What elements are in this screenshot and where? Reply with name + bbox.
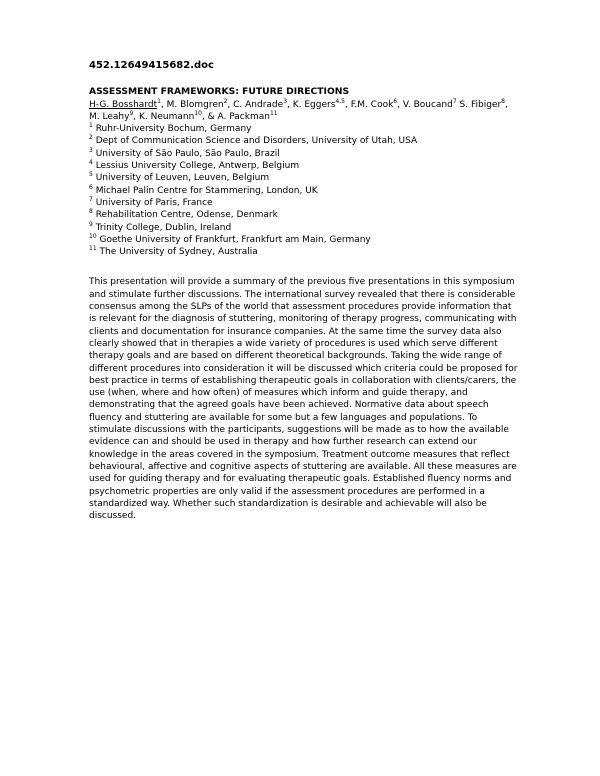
author-3 <box>233 97 293 110</box>
affiliation-item <box>89 135 519 147</box>
author-4 <box>292 97 351 110</box>
affiliation-text: Goethe University of Frankfurt, Frankfurt am Main, Germany <box>96 234 371 245</box>
affiliation-text: Lessius University College, Antwerp, Belgium <box>92 161 300 172</box>
affiliation-item <box>89 246 519 258</box>
affiliation-number: 10 <box>89 232 97 240</box>
author-separator: , <box>227 99 234 110</box>
author-separator: , & <box>201 111 218 122</box>
affiliation-number: 8 <box>89 208 93 216</box>
author-1 <box>89 97 167 110</box>
affiliation-number: 4 <box>89 159 93 167</box>
author-5 <box>350 97 403 110</box>
author-name: S. Fibiger <box>459 99 502 110</box>
author-separator: , <box>287 99 293 110</box>
affiliation-number: 9 <box>89 220 93 228</box>
affiliation-item <box>89 160 519 172</box>
affiliation-text: Dept of Communication Science and Disorders, University of Utah, USA <box>92 136 418 147</box>
affiliation-number: 7 <box>89 195 93 203</box>
author-6 <box>402 97 457 110</box>
author-affiliation-number: 3 <box>283 97 288 105</box>
author-name: C. Andrade <box>233 99 284 110</box>
abstract-paragraph: This presentation will provide a summary of the previous five presentations in this symposium and stimulate further discussions. The international survey revealed that there is considerable consensus among the SLPs of the world that assessment procedures provide information that is relevant for the diagnosis of stuttering, monitoring of therapy progress, communicating with clients and documentation for insurance companies. At the same time the survey data also clearly showed that in therapies a wide variety of procedures is used which serve different therapy goals and are based on different theoretical backgrounds. Taking the wide range of different procedures into consideration it will be discussed which criteria could be proposed for best practice in terms of establishing therapeutic goals in collaboration with clients/carers, the use (when, where and how often) of measures which inform and guide therapy, and demonstrating that the agreed goals have been achieved. Normative data about speech fluency and stuttering are available for some but a few languages and populations. To stimulate discussions with the participants, suggestions will be made as to how the available evidence can and should be used in therapy and how further research can extend our knowledge in the areas covered in the symposium. Treatment outcome measures that reflect behavioural, affective and cognitive aspects of stuttering are available. All these measures are used for guiding therapy and for evaluating therapeutic goals. Established fluency norms and psychometric properties are only valid if the assessment procedures are performed in a standardized way. Whether such standardization is desirable and achievable will also be discussed. <box>89 277 518 522</box>
author-separator: , <box>160 99 167 110</box>
affiliation-text: Ruhr-University Bochum, Germany <box>92 124 252 135</box>
affiliation-item <box>89 209 519 221</box>
author-affiliation-number: 1 <box>157 97 161 105</box>
author-name: V. Boucand <box>402 99 453 110</box>
author-name: K. Neumann <box>139 111 195 122</box>
author-name: H-G. Bosshardt <box>89 99 158 110</box>
author-2 <box>166 97 234 110</box>
document-title: ASSESSMENT FRAMEWORKS: FUTURE DIRECTIONS <box>89 86 350 98</box>
author-affiliation-number: 8 <box>501 97 505 105</box>
document-page <box>89 60 519 522</box>
affiliation-number: 11 <box>89 245 97 253</box>
author-affiliation-number: 9 <box>129 109 134 117</box>
author-separator: , <box>397 99 403 110</box>
author-name: M. Leahy <box>89 111 130 122</box>
document-filename: 452.12649415682.doc <box>89 60 214 71</box>
author-affiliation-number: 11 <box>269 109 278 117</box>
author-affiliation-number: 10 <box>194 109 202 117</box>
affiliation-text: The University of Sydney, Australia <box>96 247 258 258</box>
affiliation-number: 3 <box>89 146 93 154</box>
affiliation-text: Trinity College, Dublin, Ireland <box>92 222 232 233</box>
affiliation-list <box>89 123 519 258</box>
author-7 <box>459 97 508 110</box>
affiliation-number: 5 <box>89 171 93 179</box>
author-affiliation-number: 7 <box>452 97 457 105</box>
affiliation-item <box>89 222 519 234</box>
affiliation-item <box>89 172 519 184</box>
author-separator: , <box>344 99 351 110</box>
affiliation-number: 6 <box>89 183 93 191</box>
affiliation-item <box>89 148 519 160</box>
author-affiliation-number: 6 <box>393 97 398 105</box>
affiliation-number: 1 <box>89 122 93 130</box>
author-name: K. Eggers <box>292 99 336 110</box>
author-8 <box>89 109 139 122</box>
affiliation-text: Rehabilitation Centre, Odense, Denmark <box>92 210 278 221</box>
affiliation-item <box>89 234 519 246</box>
author-9 <box>139 109 218 122</box>
affiliation-item <box>89 185 519 197</box>
author-name: F.M. Cook <box>350 99 394 110</box>
author-affiliation-number: 4,5 <box>335 97 345 105</box>
affiliation-text: University of Leuven, Leuven, Belgium <box>92 173 270 184</box>
affiliation-number: 2 <box>89 134 93 142</box>
affiliation-text: University of Paris, France <box>92 197 213 208</box>
affiliation-text: University of São Paulo, São Paulo, Brazil <box>92 148 280 159</box>
author-separator: , <box>505 99 508 110</box>
author-affiliation-number: 2 <box>223 97 228 105</box>
author-name: M. Blomgren <box>166 99 224 110</box>
affiliation-text: Michael Palin Centre for Stammering, London, UK <box>92 185 318 196</box>
author-separator: , <box>133 111 139 122</box>
author-list <box>89 99 519 124</box>
affiliation-item <box>89 123 519 135</box>
author-name: A. Packman <box>217 111 270 122</box>
author-10 <box>217 109 278 122</box>
affiliation-item <box>89 197 519 209</box>
